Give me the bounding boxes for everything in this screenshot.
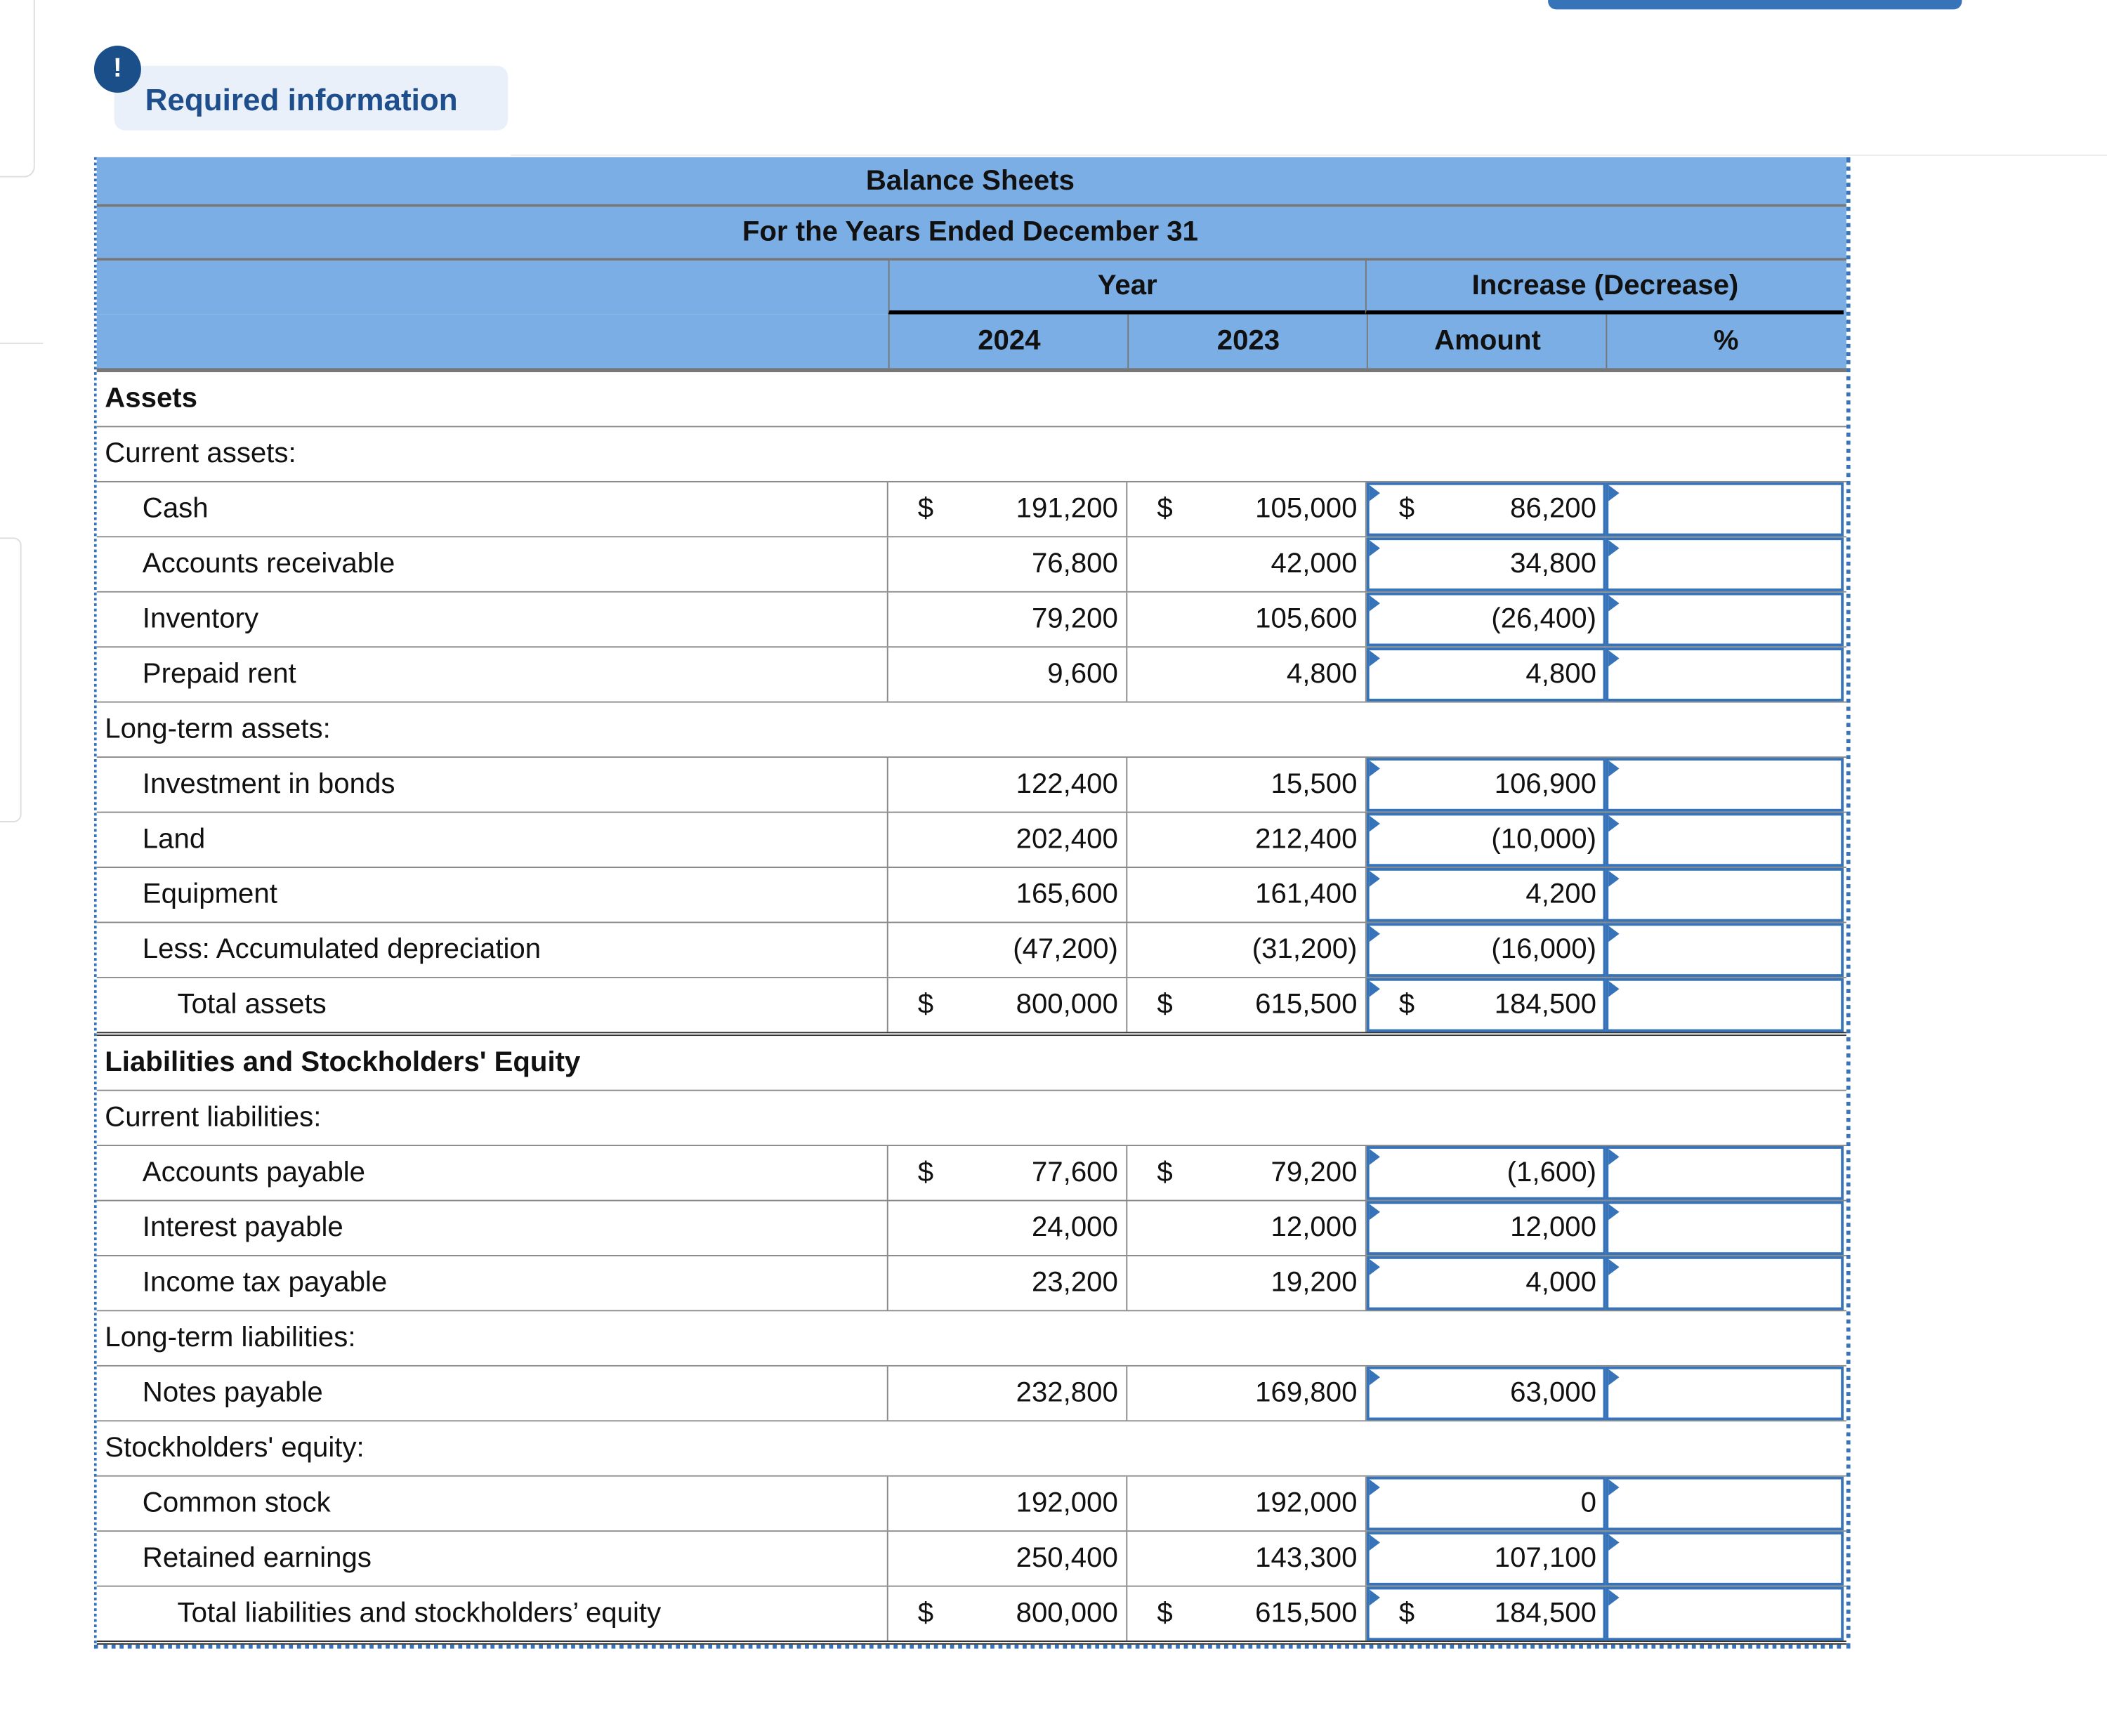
cell-flag-icon	[1608, 981, 1619, 997]
value-2024	[888, 1477, 1128, 1531]
amount-text: 4,200	[1525, 879, 1597, 910]
value-2023	[1127, 868, 1367, 922]
value-2024	[888, 978, 1128, 1032]
row-label: Accounts receivable	[97, 537, 888, 591]
dollar-sign: $	[1157, 989, 1173, 1020]
value-2024-text: 191,200	[1016, 493, 1118, 525]
cell-flag-icon	[1370, 1369, 1380, 1386]
value-2024	[888, 537, 1128, 591]
percent-input[interactable]	[1606, 813, 1844, 867]
cell-flag-icon	[1608, 540, 1619, 556]
amount-input[interactable]	[1367, 537, 1606, 591]
amount-input[interactable]	[1367, 868, 1606, 922]
amount-input[interactable]	[1367, 813, 1606, 867]
value-2024-text: 232,800	[1016, 1377, 1118, 1409]
amount-text: 12,000	[1510, 1211, 1597, 1243]
table-row	[97, 1091, 1846, 1146]
table-row	[97, 1036, 1846, 1091]
percent-input[interactable]	[1606, 1201, 1844, 1255]
value-2024-text: 79,200	[1031, 603, 1118, 635]
table-row	[97, 868, 1846, 923]
cell-flag-icon	[1370, 540, 1380, 556]
value-2023	[1127, 537, 1367, 591]
amount-text: 106,900	[1494, 768, 1597, 800]
dollar-sign: $	[917, 989, 934, 1020]
value-2023	[1127, 1146, 1367, 1200]
section-label: Liabilities and Stockholders' Equity	[105, 1046, 581, 1078]
required-information-banner[interactable]	[114, 66, 508, 131]
cell-flag-icon	[1370, 485, 1380, 501]
cell-flag-icon	[1608, 761, 1619, 777]
table-row	[97, 1587, 1846, 1645]
cell-flag-icon	[1608, 1204, 1619, 1220]
value-2024-text: 250,400	[1016, 1542, 1118, 1574]
cell-flag-icon	[1370, 815, 1380, 831]
cell-flag-icon	[1370, 596, 1380, 612]
cell-flag-icon	[1608, 485, 1619, 501]
value-2023	[1127, 1367, 1367, 1421]
amount-text: (1,600)	[1507, 1157, 1597, 1188]
amount-text: (16,000)	[1491, 933, 1597, 965]
value-2023-text: 169,800	[1255, 1377, 1358, 1409]
section-label: Assets	[105, 383, 198, 414]
value-2024-text: (47,200)	[1013, 933, 1118, 965]
row-label: Prepaid rent	[97, 647, 888, 702]
year-header: Year	[888, 261, 1365, 315]
value-2023	[1127, 1201, 1367, 1255]
cell-flag-icon	[1608, 596, 1619, 612]
value-2024	[888, 923, 1128, 977]
group-label: Long-term liabilities:	[105, 1322, 356, 1353]
value-2024-text: 24,000	[1031, 1211, 1118, 1243]
divider	[0, 343, 43, 344]
percent-input[interactable]	[1606, 1587, 1844, 1641]
table-row	[97, 1311, 1846, 1366]
percent-input[interactable]	[1606, 537, 1844, 591]
amount-input[interactable]	[1367, 1256, 1606, 1310]
row-label: Total assets	[97, 978, 888, 1032]
dollar-sign: $	[917, 1157, 934, 1188]
value-2024-text: 23,200	[1031, 1267, 1118, 1298]
percent-input[interactable]	[1606, 1256, 1844, 1310]
amount-input[interactable]	[1367, 1201, 1606, 1255]
col-2023-header: 2023	[1127, 315, 1367, 369]
cell-flag-icon	[1608, 650, 1619, 666]
amount-input[interactable]	[1367, 758, 1606, 812]
amount-text: 4,000	[1525, 1267, 1597, 1298]
value-2023	[1127, 923, 1367, 977]
row-label: Cash	[97, 482, 888, 537]
cell-flag-icon	[1370, 1259, 1380, 1275]
table-row	[97, 923, 1846, 978]
table-row	[97, 537, 1846, 592]
dollar-sign: $	[917, 1597, 934, 1629]
group-label: Current liabilities:	[105, 1101, 322, 1133]
percent-input[interactable]	[1606, 868, 1844, 922]
cell-flag-icon	[1370, 1480, 1380, 1496]
value-2023-text: 4,800	[1286, 658, 1358, 690]
amount-text: 4,800	[1525, 658, 1597, 690]
amount-input[interactable]	[1367, 482, 1606, 537]
cell-flag-icon	[1608, 871, 1619, 887]
cell-flag-icon	[1370, 1534, 1380, 1551]
value-2024	[888, 1532, 1128, 1586]
value-2023-text: 161,400	[1255, 879, 1358, 910]
value-2024-text: 165,600	[1016, 879, 1118, 910]
value-2024	[888, 482, 1128, 537]
table-row	[97, 813, 1846, 868]
table-row	[97, 372, 1846, 427]
table-row	[97, 1477, 1846, 1532]
value-2023-text: 42,000	[1271, 548, 1358, 579]
value-2023	[1127, 1477, 1367, 1531]
cell-flag-icon	[1608, 926, 1619, 942]
percent-input[interactable]	[1606, 1367, 1844, 1421]
cell-flag-icon	[1370, 1204, 1380, 1220]
value-2023-text: 615,500	[1255, 1597, 1358, 1629]
value-2023	[1127, 593, 1367, 647]
table-row	[97, 1146, 1846, 1201]
table-row	[97, 647, 1846, 702]
value-2023-text: 192,000	[1255, 1487, 1358, 1519]
balance-sheet-table	[94, 157, 1851, 1649]
percent-input[interactable]	[1606, 1532, 1844, 1586]
value-2023-text: 19,200	[1271, 1267, 1358, 1298]
increase-decrease-header: Increase (Decrease)	[1365, 261, 1844, 315]
value-2023-text: 15,500	[1271, 768, 1358, 800]
table-row	[97, 427, 1846, 482]
value-2024	[888, 1146, 1128, 1200]
value-2024-text: 77,600	[1031, 1157, 1118, 1188]
cell-flag-icon	[1370, 981, 1380, 997]
cell-flag-icon	[1608, 1369, 1619, 1386]
amount-text: 107,100	[1494, 1542, 1597, 1574]
value-2024-text: 9,600	[1047, 658, 1118, 690]
value-2024	[888, 813, 1128, 867]
required-information-label: Required information	[145, 81, 458, 117]
value-2023	[1127, 647, 1367, 702]
row-label: Common stock	[97, 1477, 888, 1531]
table-row	[97, 1421, 1846, 1476]
value-2024	[888, 1201, 1128, 1255]
cell-flag-icon	[1608, 1534, 1619, 1551]
amount-text: 34,800	[1510, 548, 1597, 579]
amount-input[interactable]	[1367, 1146, 1606, 1200]
value-2023-text: 105,600	[1255, 603, 1358, 635]
table-row	[97, 1256, 1846, 1311]
percent-input[interactable]	[1606, 593, 1844, 647]
row-label: Investment in bonds	[97, 758, 888, 812]
table-subtitle: For the Years Ended December 31	[742, 216, 1198, 248]
percent-input[interactable]	[1606, 647, 1844, 702]
value-2024	[888, 1367, 1128, 1421]
exclamation-icon: !	[94, 46, 141, 93]
value-2024	[888, 1256, 1128, 1310]
amount-text: 184,500	[1494, 1597, 1597, 1629]
amount-input[interactable]	[1367, 923, 1606, 977]
value-2024	[888, 647, 1128, 702]
amount-input[interactable]	[1367, 978, 1606, 1032]
table-row	[97, 593, 1846, 647]
percent-input[interactable]	[1606, 758, 1844, 812]
amount-input[interactable]	[1367, 1477, 1606, 1531]
value-2024-text: 800,000	[1016, 1597, 1118, 1629]
amount-input[interactable]	[1367, 1367, 1606, 1421]
value-2024-text: 76,800	[1031, 548, 1118, 579]
row-label: Accounts payable	[97, 1146, 888, 1200]
value-2024	[888, 593, 1128, 647]
value-2023-text: (31,200)	[1252, 933, 1358, 965]
dollar-sign: $	[1398, 989, 1415, 1020]
cell-flag-icon	[1370, 1149, 1380, 1165]
col-amount-header: Amount	[1367, 315, 1607, 369]
amount-text: 0	[1580, 1487, 1597, 1519]
percent-input[interactable]	[1606, 482, 1844, 537]
value-2023-text: 12,000	[1271, 1211, 1358, 1243]
amount-input[interactable]	[1367, 647, 1606, 702]
table-row	[97, 1201, 1846, 1256]
cell-flag-icon	[1370, 650, 1380, 666]
row-label: Less: Accumulated depreciation	[97, 923, 888, 977]
row-label: Land	[97, 813, 888, 867]
amount-text: 63,000	[1510, 1377, 1597, 1409]
group-label: Stockholders' equity:	[105, 1432, 365, 1464]
table-row	[97, 978, 1846, 1036]
amount-input[interactable]	[1367, 593, 1606, 647]
divider	[511, 154, 2107, 156]
value-2024	[888, 868, 1128, 922]
value-2024-text: 122,400	[1016, 768, 1118, 800]
table-row	[97, 703, 1846, 758]
dollar-sign: $	[1157, 493, 1173, 525]
group-label: Long-term assets:	[105, 713, 331, 744]
row-label: Income tax payable	[97, 1256, 888, 1310]
percent-input[interactable]	[1606, 1146, 1844, 1200]
dollar-sign: $	[1398, 493, 1415, 525]
side-panel	[0, 0, 35, 178]
cell-flag-icon	[1370, 871, 1380, 887]
cell-flag-icon	[1370, 1589, 1380, 1605]
value-2023	[1127, 1256, 1367, 1310]
row-label: Notes payable	[97, 1367, 888, 1421]
amount-input[interactable]	[1367, 1532, 1606, 1586]
row-label: Retained earnings	[97, 1532, 888, 1586]
value-2023	[1127, 1532, 1367, 1586]
top-nav-button[interactable]	[1548, 0, 1962, 9]
percent-input[interactable]	[1606, 923, 1844, 977]
group-label: Current assets:	[105, 438, 296, 469]
cell-flag-icon	[1370, 926, 1380, 942]
value-2024-text: 202,400	[1016, 823, 1118, 855]
percent-input[interactable]	[1606, 978, 1844, 1032]
row-label: Interest payable	[97, 1201, 888, 1255]
dollar-sign: $	[1157, 1157, 1173, 1188]
value-2023	[1127, 1587, 1367, 1641]
table-row	[97, 1367, 1846, 1421]
table-row	[97, 482, 1846, 537]
row-label: Total liabilities and stockholders’ equity	[97, 1587, 888, 1641]
cell-flag-icon	[1608, 815, 1619, 831]
value-2023-text: 79,200	[1271, 1157, 1358, 1188]
row-label: Inventory	[97, 593, 888, 647]
amount-input[interactable]	[1367, 1587, 1606, 1641]
value-2024-text: 800,000	[1016, 989, 1118, 1020]
dollar-sign: $	[1398, 1597, 1415, 1629]
amount-text: 86,200	[1510, 493, 1597, 525]
amount-text: (26,400)	[1491, 603, 1597, 635]
cell-flag-icon	[1608, 1589, 1619, 1605]
cell-flag-icon	[1370, 761, 1380, 777]
table-title: Balance Sheets	[865, 164, 1075, 196]
cell-flag-icon	[1608, 1149, 1619, 1165]
col-percent-header: %	[1606, 315, 1845, 369]
value-2024-text: 192,000	[1016, 1487, 1118, 1519]
cell-flag-icon	[1608, 1259, 1619, 1275]
side-panel	[0, 537, 22, 822]
amount-text: 184,500	[1494, 989, 1597, 1020]
dollar-sign: $	[917, 493, 934, 525]
value-2023-text: 212,400	[1255, 823, 1358, 855]
value-2023	[1127, 813, 1367, 867]
table-row	[97, 1532, 1846, 1586]
value-2023	[1127, 758, 1367, 812]
value-2023	[1127, 978, 1367, 1032]
table-row	[97, 758, 1846, 813]
value-2023-text: 105,000	[1255, 493, 1358, 525]
value-2024	[888, 1587, 1128, 1641]
dollar-sign: $	[1157, 1597, 1173, 1629]
value-2023-text: 143,300	[1255, 1542, 1358, 1574]
value-2023	[1127, 482, 1367, 537]
amount-text: (10,000)	[1491, 823, 1597, 855]
row-label: Equipment	[97, 868, 888, 922]
value-2023-text: 615,500	[1255, 989, 1358, 1020]
col-2024-header: 2024	[888, 315, 1129, 369]
cell-flag-icon	[1608, 1480, 1619, 1496]
value-2024	[888, 758, 1128, 812]
percent-input[interactable]	[1606, 1477, 1844, 1531]
